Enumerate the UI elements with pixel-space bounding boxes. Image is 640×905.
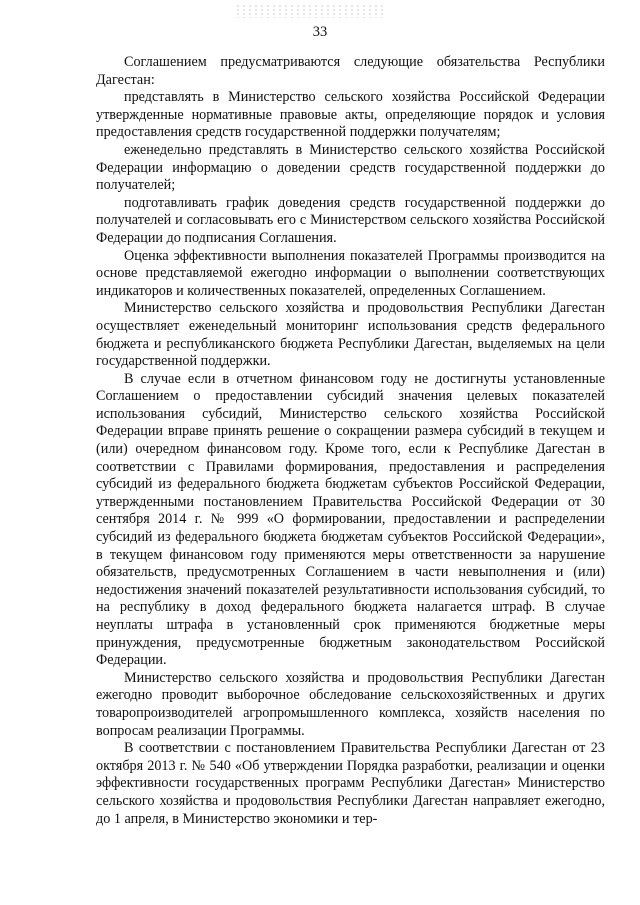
paragraph-reporting: В соответствии с постановлением Правительства Республики Дагестан от 23 октября 2013 г. № 540 «Об утверждении Порядка разработки, реализации и оценки эффективности государственных программ Республики Дагестан» Министерство сельского хозяйства и продовольствия Республики Дагестан направляет ежегодно, до 1 апреля, в Министерство экономики и тер- — [96, 740, 605, 827]
page-number: 33 — [312, 24, 328, 40]
paragraph-obligation-weekly: еженедельно представлять в Министерство сельского хозяйства Российской Федерации информацию о доведении средств государственной поддержки до получателей; — [96, 141, 605, 194]
paragraph-monitoring: Министерство сельского хозяйства и продовольствия Республики Дагестан осуществляет еженедельный мониторинг использования средств федерального бюджета и республиканского бюджета Республики Дагестан, выделяемых на цели государственной поддержки. — [96, 300, 605, 370]
paragraph-efficiency-assessment: Оценка эффективности выполнения показателей Программы производится на основе представляемой ежегодно информации о выполнении соответствующих индикаторов и количественных показателей, определенных Соглашением. — [96, 247, 605, 299]
scan-artifact — [235, 4, 385, 18]
paragraph-sanctions: В случае если в отчетном финансовом году не достигнуты установленные Соглашением о предоставлении субсидий значения целевых показателей использования субсидий, Министерство сельского хозяйства Российской Федерации вправе принять решение о сокращении размера субсидий в текущем и (или) очередном финансовом году. Кроме того, если к Республике Дагестан в соответствии с Правилами формирования, предоставления и распределения субсидий из федерального бюджета бюджетам субъектов Российской Федерации, утвержденными постановлением Правительства Российской Федерации от 30 сентября 2014 г. № 999 «О формировании, предоставлении и распределении субсидий из федерального бюджета бюджетам субъектов Российской Федерации», в текущем финансовом году применяются меры ответственности за нарушение обязательств, предусмотренных Соглашением в части невыполнения и (или) недостижения значений показателей результативности использования субсидий, то на республику в доход федерального бюджета налагается штраф. В случае неуплаты штрафа в установленный срок применяются бюджетные меры принуждения, предусмотренные бюджетным законодательством Российской Федерации. — [96, 370, 605, 669]
paragraph-obligation-acts: представлять в Министерство сельского хозяйства Российской Федерации утвержденные нормативные правовые акты, определяющие порядок и условия предоставления средств государственной поддержки получателям; — [96, 89, 605, 141]
paragraph-survey: Министерство сельского хозяйства и продовольствия Республики Дагестан ежегодно проводит выборочное обследование сельскохозяйственных и других товаропроизводителей агропромышленного комплекса, хозяйств населения по вопросам реализации Программы. — [96, 669, 605, 739]
document-body — [96, 54, 605, 828]
paragraph-obligation-schedule: подготавливать график доведения средств государственной поддержки до получателей и согласовывать его с Министерством сельского хозяйства Российской Федерации до подписания Соглашения. — [96, 194, 605, 246]
paragraph-obligations-intro: Соглашением предусматриваются следующие обязательства Республики Дагестан: — [96, 54, 605, 88]
